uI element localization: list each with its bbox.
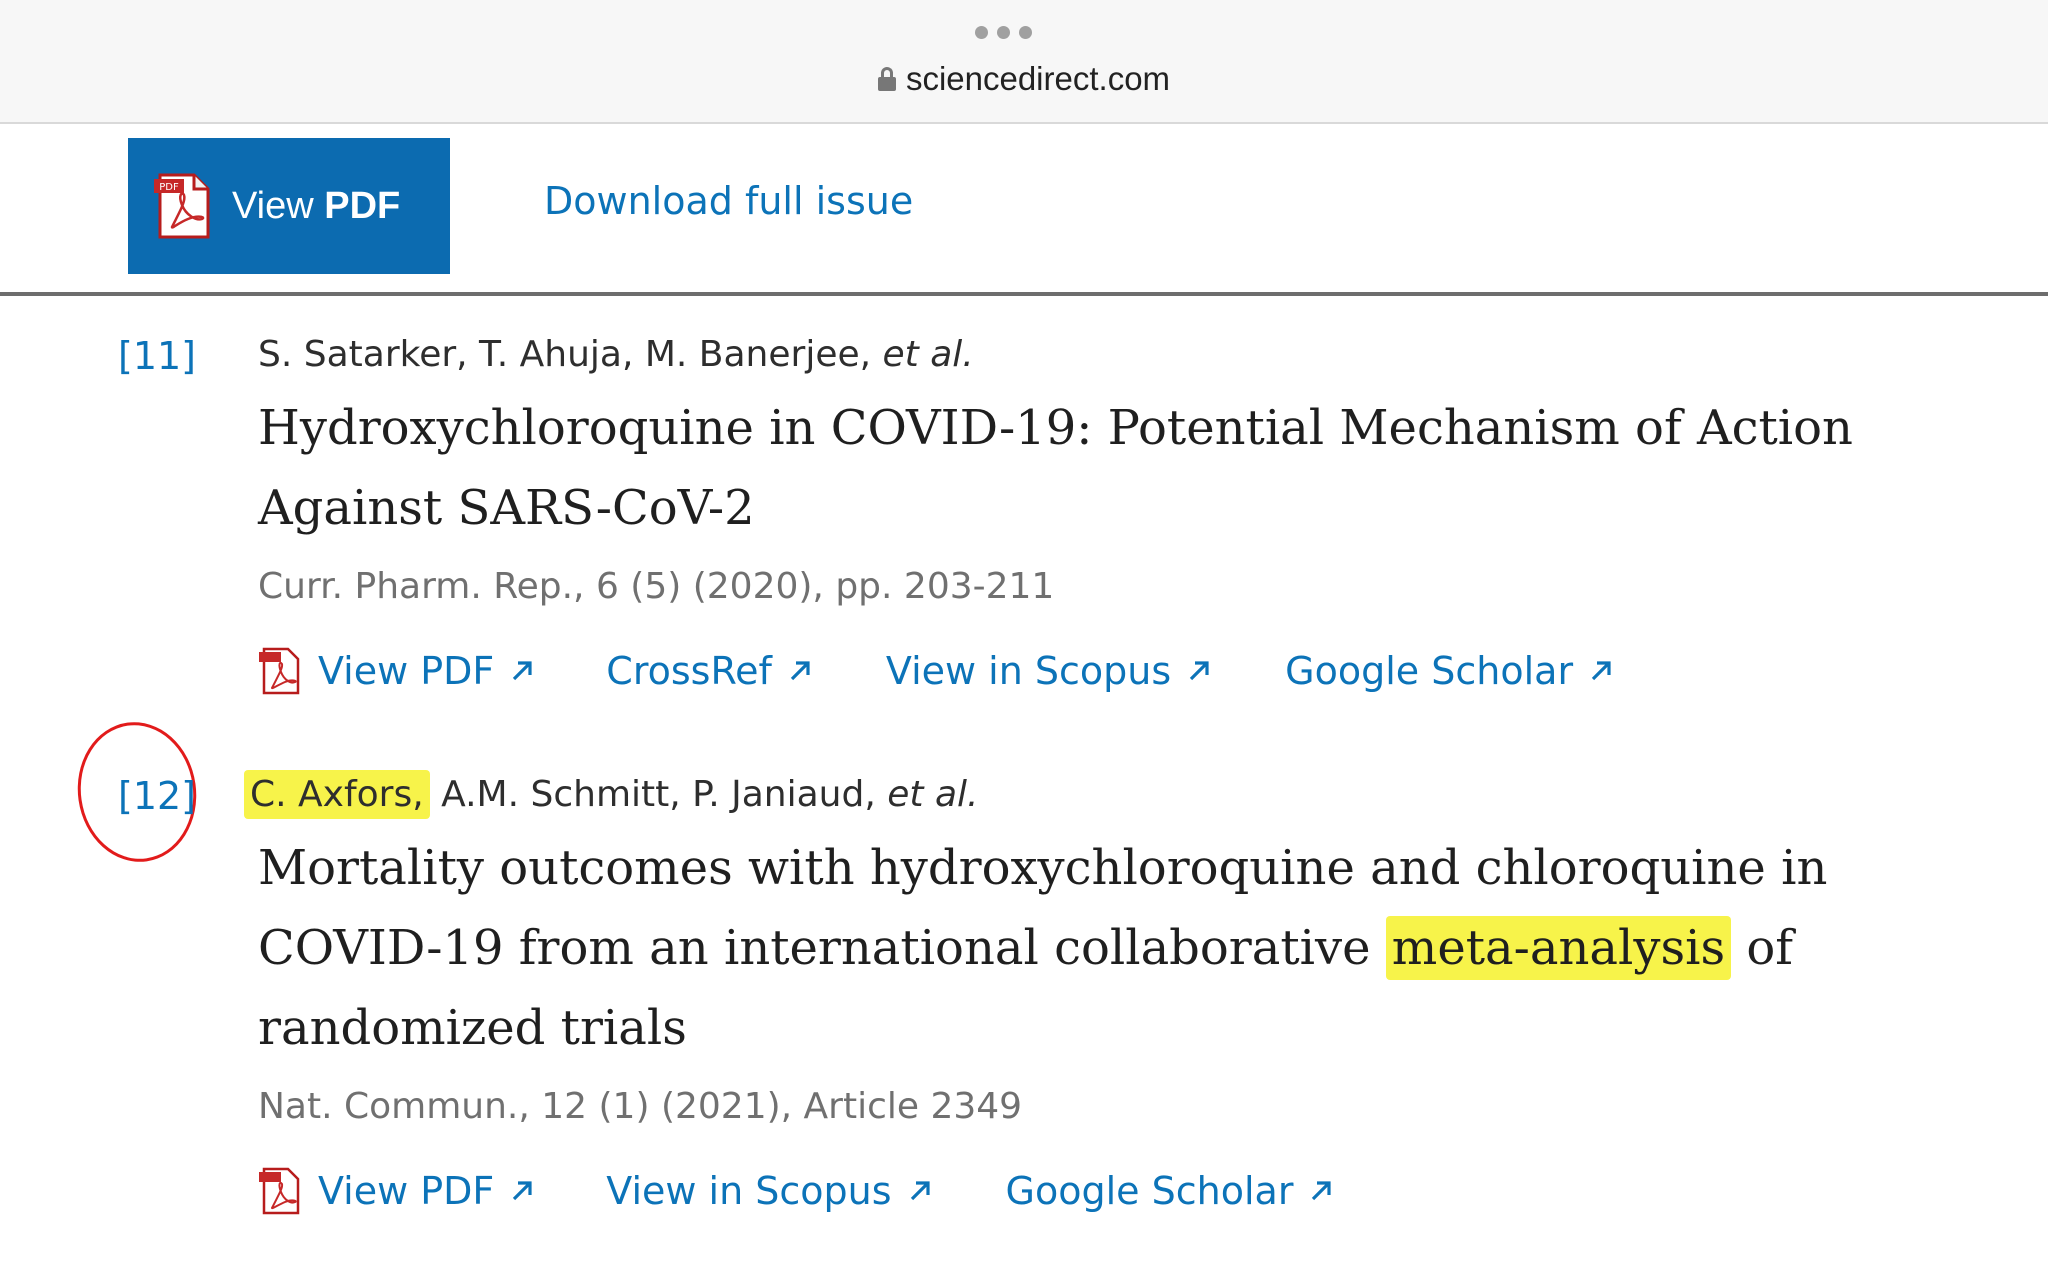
google-scholar-link[interactable]: Google Scholar <box>1285 649 1615 693</box>
external-arrow-icon <box>1307 1177 1335 1205</box>
reference-authors: C. Axfors, A.M. Schmitt, P. Janiaud, et al. <box>244 770 1844 820</box>
highlighted-term: meta-analysis <box>1386 916 1731 980</box>
reference-number[interactable]: [11] <box>118 334 197 378</box>
external-arrow-icon <box>786 657 814 685</box>
reference-journal: Nat. Commun., 12 (1) (2021), Article 2349 <box>258 1086 1023 1127</box>
view-pdf-link[interactable]: View PDF <box>258 1166 536 1216</box>
url-bar[interactable] <box>0 60 2048 98</box>
reference-number[interactable]: [12] <box>118 774 197 818</box>
browser-address-bar <box>0 0 2048 124</box>
external-arrow-icon <box>1185 657 1213 685</box>
view-in-scopus-link[interactable]: View in Scopus <box>606 1169 933 1213</box>
view-pdf-label: View <box>232 184 325 227</box>
reference-title[interactable]: Hydroxychloroquine in COVID-19: Potential Mechanism of Action Against SARS-CoV-2 <box>258 400 1853 536</box>
pdf-icon <box>258 1166 304 1216</box>
reference-links <box>258 646 1858 696</box>
download-full-issue-link[interactable]: Download full issue <box>544 179 914 223</box>
reference-body <box>258 330 1858 696</box>
external-arrow-icon <box>508 657 536 685</box>
view-in-scopus-link[interactable]: View in Scopus <box>886 649 1213 693</box>
reference-journal: Curr. Pharm. Rep., 6 (5) (2020), pp. 203-211 <box>258 566 1055 607</box>
view-pdf-button[interactable] <box>128 138 450 274</box>
reference-title[interactable]: Mortality outcomes with hydroxychloroquine and chloroquine in COVID-19 from an international collaborative meta-analysis of randomized trials <box>258 840 1828 1056</box>
external-arrow-icon <box>906 1177 934 1205</box>
pdf-icon <box>258 646 304 696</box>
more-options-icon[interactable] <box>975 26 1075 40</box>
pdf-icon <box>152 171 214 241</box>
view-pdf-label-bold: PDF <box>324 184 401 227</box>
svg-text:PDF: PDF <box>159 182 179 193</box>
google-scholar-link[interactable]: Google Scholar <box>1006 1169 1336 1213</box>
url-text: sciencedirect.com <box>905 60 1171 97</box>
reference-body <box>244 770 1844 1216</box>
view-pdf-link[interactable]: View PDF <box>258 646 536 696</box>
external-arrow-icon <box>1587 657 1615 685</box>
highlighted-author: C. Axfors, <box>244 770 430 819</box>
reference-authors: S. Satarker, T. Ahuja, M. Banerjee, et al. <box>258 334 974 375</box>
external-arrow-icon <box>508 1177 536 1205</box>
article-toolbar <box>0 124 2048 296</box>
reference-links <box>258 1166 1844 1216</box>
lock-icon <box>878 67 896 91</box>
crossref-link[interactable]: CrossRef <box>606 649 814 693</box>
